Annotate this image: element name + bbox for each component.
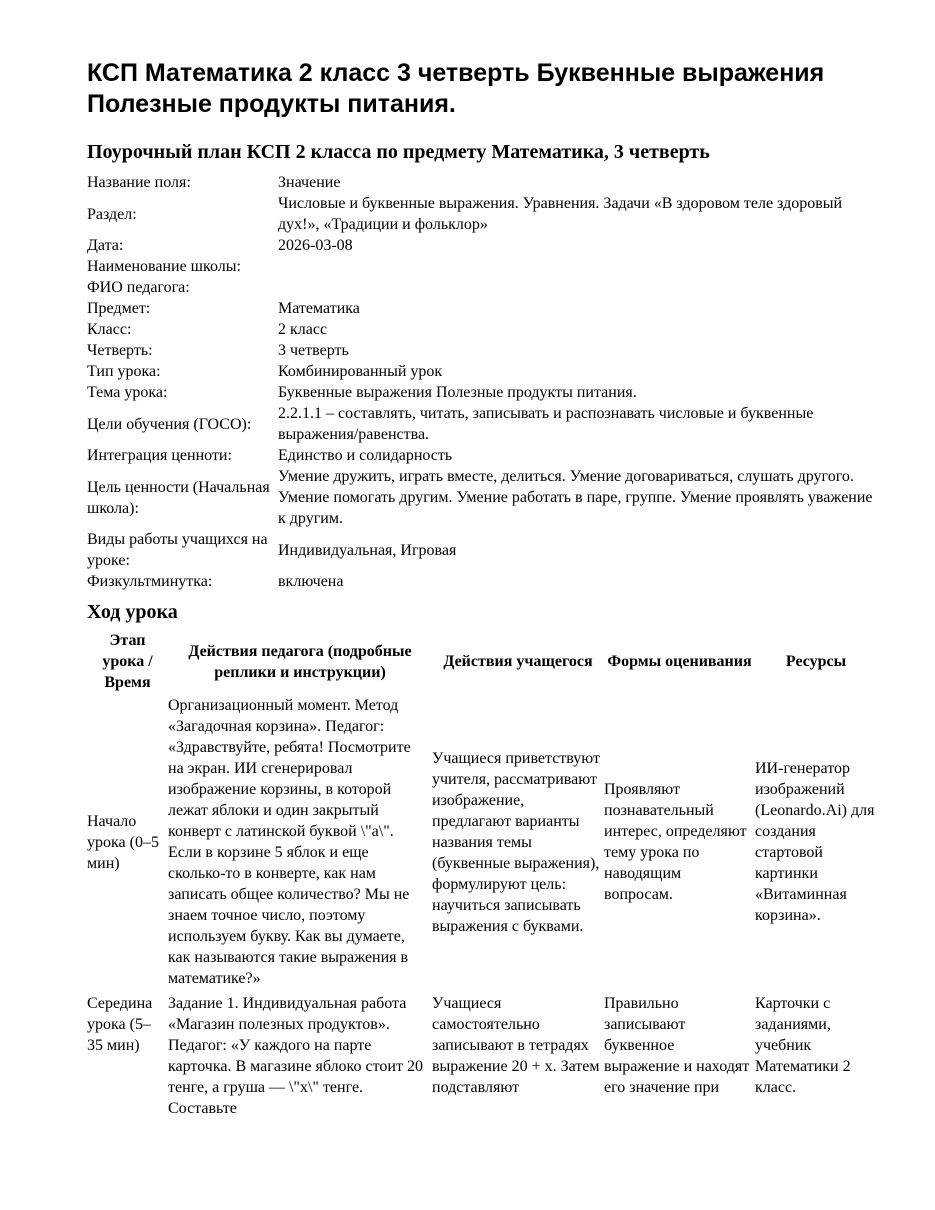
- info-row: [87, 571, 877, 592]
- info-row: [87, 466, 877, 529]
- column-header-resources: Ресурсы: [785, 653, 847, 670]
- info-key: Тема урока:: [87, 384, 168, 401]
- info-value: включена: [278, 573, 344, 590]
- info-row: [87, 382, 877, 403]
- info-row: [87, 298, 877, 319]
- column-header-stage: Этап урока / Время: [102, 632, 153, 691]
- info-row: [87, 529, 877, 571]
- info-key: Название поля:: [87, 174, 191, 191]
- info-key: Интеграция ценноти:: [87, 447, 232, 464]
- resources-cell: Карточки с заданиями, учебник Математики 2 класс.: [755, 995, 851, 1096]
- column-header-student: Действия учащегося: [443, 653, 593, 670]
- info-key: Наименование школы:: [87, 258, 241, 275]
- info-row: [87, 235, 877, 256]
- document-page: [87, 58, 877, 1121]
- info-key: Дата:: [87, 237, 124, 254]
- info-value: 2026-03-08: [278, 237, 353, 254]
- info-value: Значение: [278, 174, 341, 191]
- info-row: [87, 445, 877, 466]
- info-key: Тип урока:: [87, 363, 161, 380]
- info-value: 3 четверть: [278, 342, 349, 359]
- info-value: [278, 277, 877, 298]
- document-title: КСП Математика 2 класс 3 четверть Буквенные выражения Полезные продукты питания.: [87, 59, 825, 118]
- info-value: 2.2.1.1 – составлять, читать, записывать и распознавать числовые и буквенные выражения/равенства.: [278, 405, 814, 443]
- lesson-flow-heading: Ход урока: [87, 601, 178, 623]
- assessment-cell: Правильно записывают буквенное выражение и находят его значение при: [604, 995, 750, 1096]
- info-value: Буквенные выражения Полезные продукты питания.: [278, 384, 637, 401]
- info-key: Цели обучения (ГОСО):: [87, 415, 252, 433]
- info-value: Комбинированный урок: [278, 363, 443, 380]
- info-row: [87, 340, 877, 361]
- info-value: Индивидуальная, Игровая: [278, 541, 457, 559]
- info-key: Физкультминутка:: [87, 573, 213, 590]
- info-key: Четверть:: [87, 342, 153, 359]
- plan-heading: Поурочный план КСП 2 класса по предмету Математика, 3 четверть: [87, 141, 710, 163]
- info-key: Цель ценности (Начальная школа):: [87, 478, 270, 517]
- stage-cell: Середина урока (5–35 мин): [87, 995, 153, 1054]
- resources-cell: ИИ-генератор изображений (Leonardo.Ai) для создания стартовой картинки «Витаминная корзина».: [755, 760, 875, 924]
- info-row: [87, 256, 877, 277]
- column-header-teacher: Действия педагога (подробные реплики и инструкции): [188, 642, 412, 681]
- info-row: [87, 193, 877, 235]
- column-header-assessment: Формы оценивания: [607, 653, 752, 670]
- teacher-cell: Организационный момент. Метод «Загадочная корзина». Педагог: «Здравствуйте, ребята! Посмотрите на экран. ИИ сгенерировал изображение корзины, в которой лежат яблоки и один закрытый конверт с латинской буквой \"a\". Если в корзине 5 яблок и еще сколько-то в конверте, как нам записать общее количество? Мы не знаем точное число, поэтому используем букву. Как вы думаете, как называются такие выражения в математике?»: [168, 697, 411, 987]
- assessment-cell: Проявляют познавательный интерес, определяют тему урока по наводящим вопросам.: [604, 781, 747, 903]
- info-value: Умение дружить, играть вместе, делиться. Умение договариваться, слушать другого. Умение помогать другим. Умение работать в паре, группе. Умение проявлять уважение к другим.: [278, 468, 873, 527]
- info-value: [278, 256, 877, 277]
- info-row: [87, 277, 877, 298]
- table-row: [87, 991, 877, 1121]
- lesson-info-table: [87, 172, 877, 592]
- lesson-header-row: [87, 630, 877, 693]
- teacher-cell: Задание 1. Индивидуальная работа «Магазин полезных продуктов». Педагог: «У каждого на парте карточка. В магазине яблоко стоит 20 тенге, а груша — \"x\" тенге. Составьте: [168, 995, 423, 1117]
- lesson-flow-table: [87, 630, 877, 1121]
- info-header-row: [87, 172, 877, 193]
- info-key: Предмет:: [87, 300, 151, 317]
- table-row: [87, 693, 877, 991]
- student-cell: Учащиеся самостоятельно записывают в тетрадях выражение 20 + x. Затем подставляют: [432, 995, 600, 1096]
- info-key: Класс:: [87, 321, 132, 338]
- info-key: Виды работы учащихся на уроке:: [87, 531, 268, 569]
- info-row: [87, 319, 877, 340]
- info-value: Числовые и буквенные выражения. Уравнения. Задачи «В здоровом теле здоровый дух!», «Традиции и фольклор»: [278, 195, 843, 233]
- student-cell: Учащиеся приветствуют учителя, рассматривают изображение, предлагают варианты названия темы (буквенные выражения), формулируют цель: научиться записывать выражения с буквами.: [432, 749, 601, 935]
- info-key: Раздел:: [87, 205, 137, 223]
- info-value: Математика: [278, 300, 360, 317]
- stage-cell: Начало урока (0–5 мин): [87, 812, 159, 872]
- info-key: ФИО педагога:: [87, 279, 190, 296]
- info-value: Единство и солидарность: [278, 447, 453, 464]
- info-row: [87, 361, 877, 382]
- info-row: [87, 403, 877, 445]
- info-value: 2 класс: [278, 321, 328, 338]
